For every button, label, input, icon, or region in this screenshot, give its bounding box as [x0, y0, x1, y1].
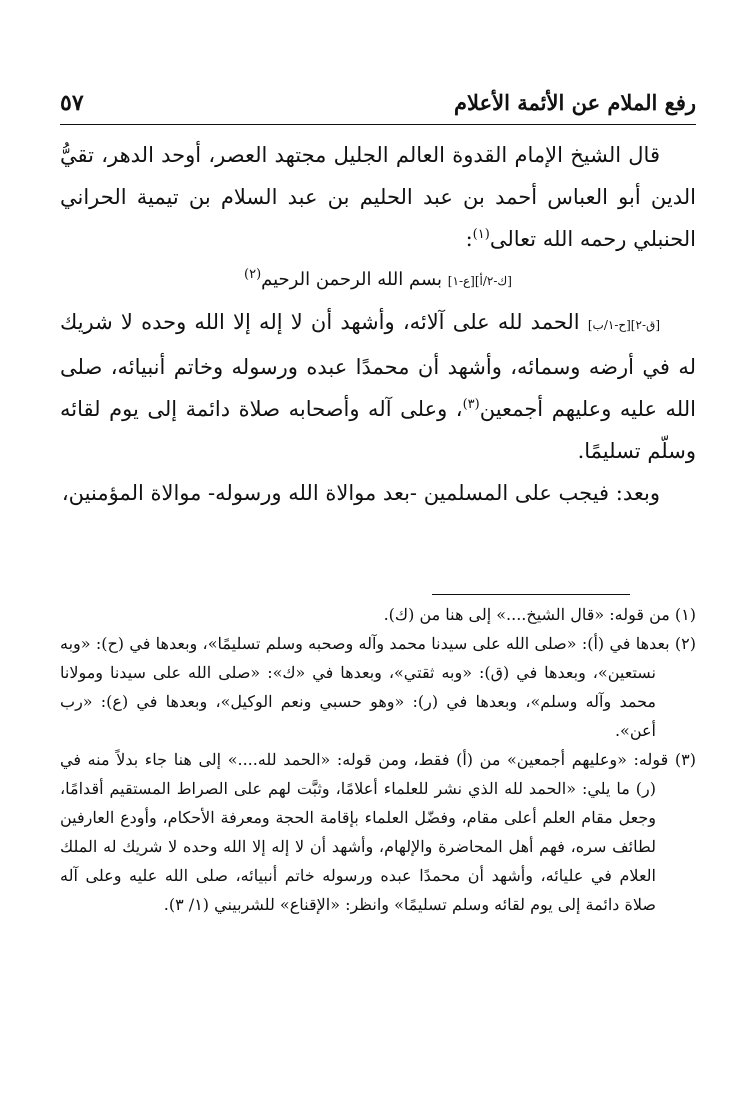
footnote-2: (٢) بعدها في (أ): «صلى الله على سيدنا محمد وآله وصحبه وسلم تسليمًا»، وبعدها في (ح): «وبه نستعين»، وبعدها في (ق): «وبه ثقتي»، وبعدها في «ك»: «صلى الله على سيدنا ومولانا محمد وآله وسلم»، وبعدها في (ر): «وهو حسبي ونعم الوكيل»، وبعدها في (ع): «رب أعن». [60, 634, 696, 740]
hamd-paragraph [60, 301, 696, 472]
main-text [60, 134, 696, 514]
intro-text: قال الشيخ الإمام القدوة العالم الجليل مجتهد العصر، أوحد الدهر، تقيُّ الدين أبو العباس أحمد بن عبد الحليم بن عبد السلام بن تيمية الحراني الحنبلي رحمه الله تعالى [60, 143, 696, 251]
footnotes [60, 600, 696, 919]
basmala-line [60, 260, 696, 301]
footnote-ref-1: (١) [472, 227, 490, 242]
footnote-separator [432, 594, 630, 595]
footnote-ref-2: (٢) [244, 267, 262, 282]
manuscript-marks-hamd: [ق-٢][ح-١/ب] [587, 318, 660, 332]
footnote-ref-3: (٣) [462, 397, 480, 412]
intro-end: : [465, 227, 473, 251]
footnote-1: (١) من قوله: «قال الشيخ....» إلى هنا من (ك). [383, 605, 696, 624]
running-title: رفع الملام عن الأئمة الأعلام [454, 90, 696, 115]
footnote-3: (٣) قوله: «وعليهم أجمعين» من (أ) فقط، ومن قوله: «الحمد لله....» إلى هنا جاء بدلاً منه في (ر) ما يلي: «الحمد لله الذي نشر للعلماء أعلامًا، وثبَّت لهم على الصراط المستقيم أقدامًا، وجعل مقام العلم أعلى مقام، وفضّل العلماء بإقامة الحجة ومعرفة الأحكام، وأودع العارفين لطائف سره، فهم أهل المحاضرة والإلهام، وأشهد أن لا إله إلا الله وحده لا شريك له الملك العلام في عليائه، وأشهد أن محمدًا عبده ورسوله خاتم أنبيائه، صلى الله عليه وعلى آله صلاة دائمة إلى يوم لقائه وسلم تسليمًا» وانظر: «الإقناع» للشربيني (١/ ٣). [60, 750, 696, 914]
basmala-text: بسم الله الرحمن الرحيم [261, 269, 443, 290]
manuscript-marks-basmala: [ك-٢/أ][ع-١] [447, 274, 512, 288]
wabad-paragraph: وبعد: فيجب على المسلمين -بعد موالاة الله ورسوله- موالاة المؤمنين، [61, 481, 660, 505]
intro-paragraph [60, 134, 696, 260]
hamd-end: ، وعلى آله وأصحابه صلاة دائمة إلى يوم لقائه وسلّم تسليمًا. [60, 397, 696, 463]
hamd-text: الحمد لله على آلائه، وأشهد أن لا إله إلا الله وحده لا شريك له في أرضه وسمائه، وأشهد أن محمدًا عبده ورسوله وخاتم أنبيائه، صلى الله عليه وعليهم أجمعين [60, 310, 696, 421]
page-number: ٥٧ [60, 90, 84, 116]
page-header [60, 88, 696, 124]
header-rule [60, 124, 696, 125]
